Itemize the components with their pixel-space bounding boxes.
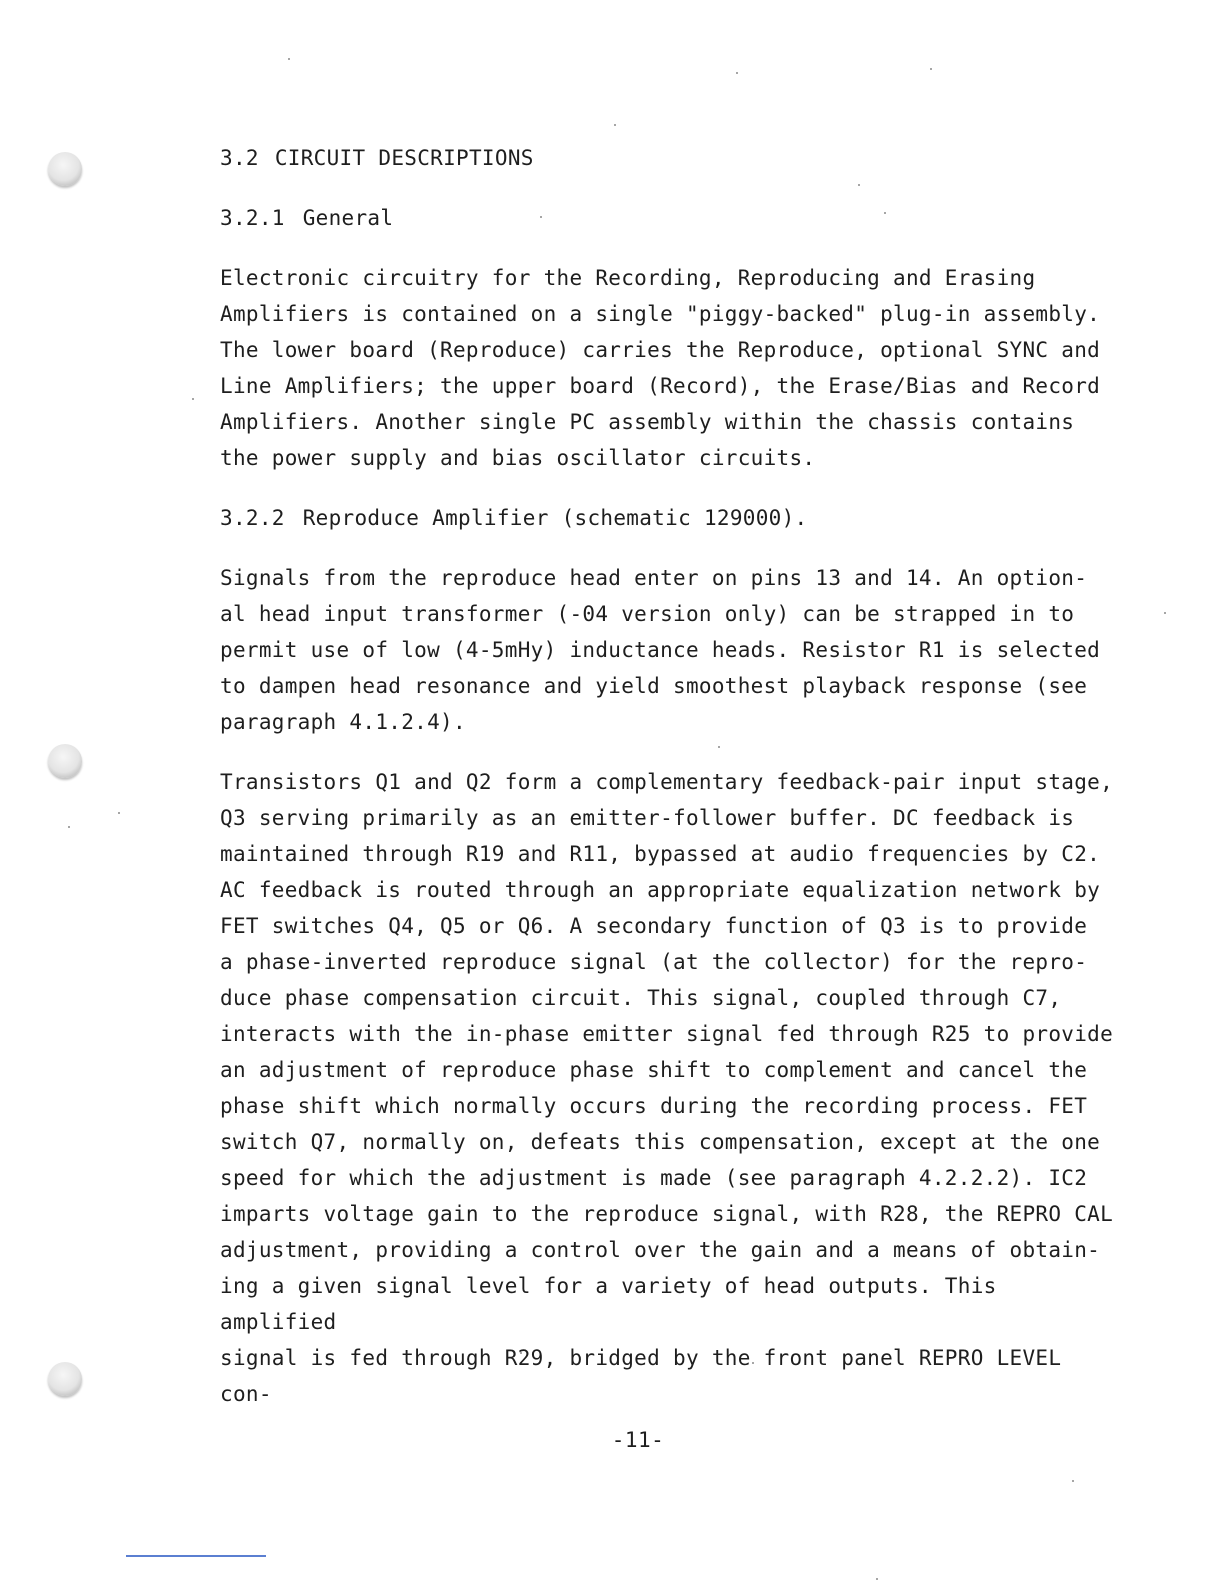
scan-speck: [876, 1578, 878, 1580]
page-body: [220, 140, 1120, 1436]
subsection-title: Reproduce Amplifier (schematic 129000).: [302, 506, 808, 530]
section-title: CIRCUIT DESCRIPTIONS: [274, 146, 534, 170]
scan-speck: [1072, 1480, 1074, 1482]
scan-speck: [192, 398, 194, 400]
subsection-heading-general: [220, 200, 1120, 236]
scan-speck: [614, 124, 616, 126]
section-number: 3.2: [220, 146, 259, 170]
subsection-number: 3.2.2: [220, 506, 285, 530]
scan-speck: [930, 68, 932, 70]
subsection-heading-reproduce-amplifier: [220, 500, 1120, 536]
scan-speck: [288, 58, 290, 60]
subsection-number: 3.2.1: [220, 206, 285, 230]
scan-speck: [736, 72, 738, 74]
section-heading: [220, 140, 1120, 176]
scan-speck: [68, 826, 70, 828]
paragraph-reproduce-input: Signals from the reproduce head enter on pins 13 and 14. An option- al head input transformer (-04 version only) can be strapped in to permit use of low (4-5mHy) inductance heads. Resistor R1 is selected to dampen head resonance and yield smoothest playback response (see paragraph 4.1.2.4).: [220, 566, 1101, 734]
binder-hole-middle: [48, 744, 82, 778]
bottom-rule-line: [126, 1555, 266, 1557]
scan-speck: [118, 812, 120, 814]
binder-hole-top: [48, 152, 82, 186]
paragraph-general: Electronic circuitry for the Recording, Reproducing and Erasing Amplifiers is contained on a single "piggy-backed" plug-in assembly. The lower board (Reproduce) carries the Reproduce, optional SYNC and Line Amplifiers; the upper board (Record), the Erase/Bias and Record Amplifiers. Another single PC assembly within the chassis contains the power supply and bias oscillator circuits.: [220, 266, 1101, 470]
binder-hole-bottom: [48, 1362, 82, 1396]
scan-speck: [1164, 612, 1166, 614]
paragraph-reproduce-transistors: Transistors Q1 and Q2 form a complementary feedback-pair input stage, Q3 serving primarily as an emitter-follower buffer. DC feedback is maintained through R19 and R11, bypassed at audio frequencies by C2. AC feedback is routed through an appropriate equalization network by FET switches Q4, Q5 or Q6. A secondary function of Q3 is to provide a phase-inverted reproduce signal (at the collector) for the repro- duce phase compensation circuit. This signal, coupled through C7, interacts with the in-phase emitter signal fed through R25 to provide an adjustment of reproduce phase shift to complement and cancel the phase shift which normally occurs during the recording process. FET switch Q7, normally on, defeats this compensation, except at the one speed for which the adjustment is made (see paragraph 4.2.2.2). IC2 imparts voltage gain to the reproduce signal, with R28, the REPRO CAL adjustment, providing a control over the gain and a means of obtain- ing a given signal level for a variety of head outputs. This amplified signal is fed through R29, bridged by the front panel REPRO LEVEL con-: [220, 770, 1114, 1406]
page-number: -11-: [611, 1428, 665, 1452]
subsection-title: General: [302, 206, 394, 230]
